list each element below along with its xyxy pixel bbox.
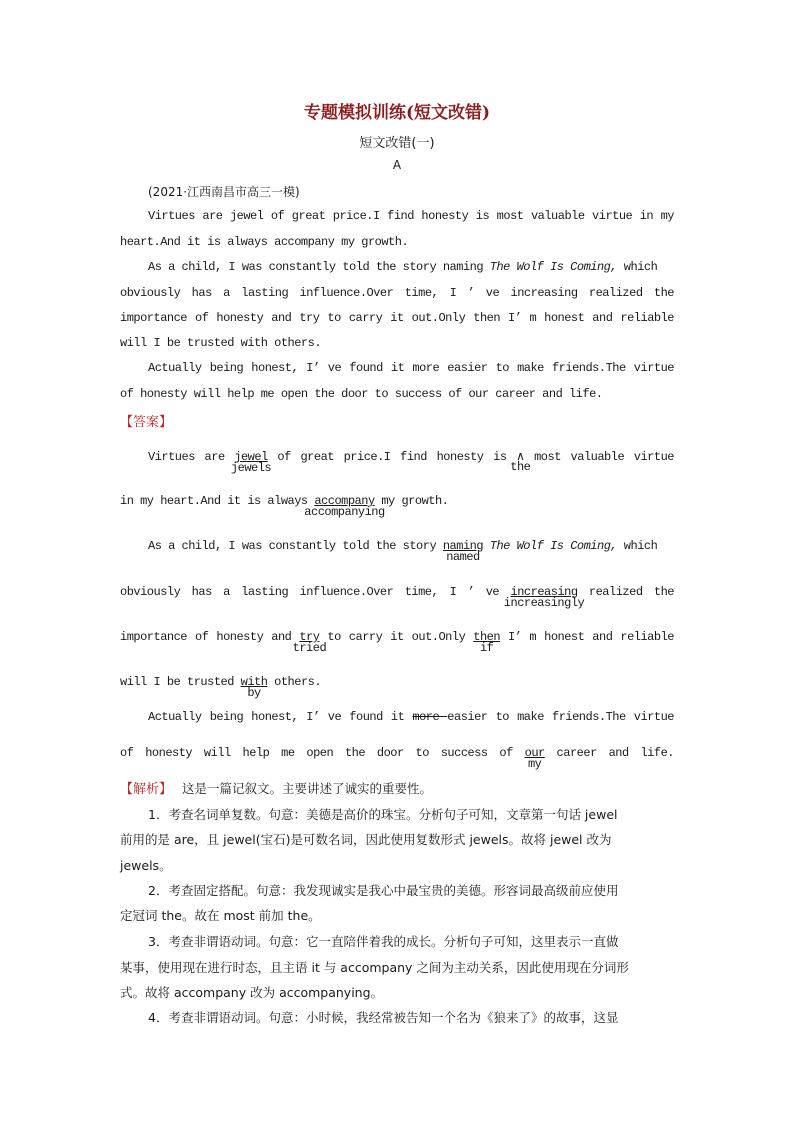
- analysis-intro: 这是一篇记叙文。主要讲述了诚实的重要性。: [182, 781, 433, 796]
- analysis-line: 前用的是 are，且 jewel(宝石)是可数名词，因此使用复数形式 jewels。故将 jewel 改为: [120, 832, 612, 847]
- caret-icon: ∧: [516, 449, 525, 463]
- passage-line: [148, 260, 674, 274]
- original-word: increasing: [510, 585, 578, 599]
- corrected-word: named: [446, 550, 480, 564]
- answer-label: 【答案】: [120, 415, 173, 430]
- corrected-word: if: [479, 641, 494, 655]
- analysis-line: 2．考查固定搭配。句意：我发现诚实是我心中最宝贵的美德。形容词最高级前应使用: [148, 883, 619, 898]
- answer-text: Actually being honest, I’ ve found it: [148, 710, 413, 724]
- original-word: try: [299, 630, 320, 644]
- passage-line: importance of honesty and try to carry it out.Only then I’ m honest and reliable: [120, 311, 674, 325]
- answer-text: importance of honesty and: [120, 630, 300, 644]
- answer-line: [120, 585, 674, 610]
- answer-text: most valuable virtue: [524, 450, 674, 464]
- story-title: The Wolf Is Coming,: [483, 539, 618, 553]
- original-word: with: [240, 675, 268, 689]
- original-word: naming: [442, 539, 484, 553]
- answer-text: others.: [267, 675, 322, 689]
- story-title: The Wolf Is Coming,: [489, 260, 618, 274]
- correction: [524, 746, 545, 771]
- passage-line: of honesty will help me open the door to success of our career and life.: [120, 387, 603, 401]
- analysis-line: 某事，使用现在进行时态，且主语 it 与 accompany 之间为主动关系，因此使用现在分词形: [120, 960, 629, 975]
- section-label: A: [392, 158, 402, 172]
- answer-text: As a child, I was constantly told the story: [148, 539, 443, 553]
- analysis-line: jewels。: [120, 858, 172, 873]
- passage-line: will I be trusted with others.: [120, 336, 322, 350]
- page-subtitle: 短文改错(一): [359, 136, 435, 151]
- correction: [292, 630, 327, 655]
- analysis-label: 【解析】: [120, 782, 173, 797]
- analysis-line: 1．考查名词单复数。句意：美德是高价的珠宝。分析句子可知，文章第一句话 jewel: [148, 807, 618, 822]
- answer-line: [120, 746, 674, 771]
- answer-text: realized the: [577, 585, 674, 599]
- corrected-word: accompanying: [304, 505, 385, 519]
- original-word: jewel: [234, 450, 268, 464]
- answer-line: [148, 449, 674, 475]
- answer-text: which: [617, 539, 658, 553]
- correction: [503, 585, 585, 610]
- passage-text: which: [617, 260, 658, 274]
- insertion-mark: [510, 449, 531, 474]
- source-note: (2021·江西南昌市高三一模): [148, 185, 300, 199]
- analysis-line: 式。故将 accompany 改为 accompanying。: [120, 985, 384, 1000]
- answer-line: [120, 675, 674, 700]
- answer-text: of honesty will help me open the door to success of: [120, 746, 525, 760]
- answer-text: my growth.: [374, 494, 449, 508]
- answer-text: Virtues are: [148, 450, 235, 464]
- passage-line: Actually being honest, I’ ve found it more easier to make friends.The virtue: [148, 361, 674, 375]
- corrected-word: by: [247, 686, 261, 700]
- analysis-line: 3．考查非谓语动词。句意：它一直陪伴着我的成长。分析句子可知，这里表示一直做: [148, 934, 619, 949]
- corrected-word: tried: [292, 641, 327, 655]
- deleted-word: more: [412, 710, 448, 724]
- corrected-word: jewels: [230, 461, 272, 475]
- analysis-intro-line: [120, 778, 674, 797]
- passage-line: obviously has a lasting influence.Over time, I ’ ve increasing realized the: [120, 286, 674, 300]
- correction: [304, 494, 385, 519]
- answer-text: obviously has a lasting influence.Over time, I ’ ve: [120, 585, 511, 599]
- answer-line: [148, 539, 674, 564]
- original-word: then: [473, 630, 501, 644]
- answer-text: easier to make friends.The virtue: [447, 710, 674, 724]
- passage-text: As a child, I was constantly told the story naming: [148, 260, 490, 274]
- answer-line: [120, 630, 674, 655]
- answer-text: of great price.I find honesty is: [267, 450, 517, 464]
- inserted-word: the: [510, 460, 531, 474]
- corrected-word: increasingly: [503, 596, 585, 610]
- corrected-word: my: [527, 757, 542, 771]
- answer-text: in my heart.And it is always: [120, 494, 315, 508]
- correction: [240, 675, 268, 700]
- answer-text: will I be trusted: [120, 675, 241, 689]
- original-word: our: [524, 746, 545, 760]
- original-word: accompany: [314, 494, 375, 508]
- analysis-line: 4．考查非谓语动词。句意：小时候，我经常被告知一个名为《狼来了》的故事，这显: [148, 1010, 619, 1025]
- analysis-line: 定冠词 the。故在 most 前加 the。: [120, 908, 321, 923]
- passage-line: heart.And it is always accompany my growth.: [120, 235, 409, 249]
- correction: [473, 630, 501, 655]
- correction: [442, 539, 484, 564]
- passage-line: Virtues are jewel of great price.I find honesty is most valuable virtue in my: [148, 209, 674, 223]
- answer-line: [120, 494, 674, 519]
- answer-text: career and life.: [544, 746, 674, 760]
- answer-line: [148, 710, 674, 724]
- correction: [230, 450, 272, 475]
- page-title: 专题模拟训练(短文改错): [303, 103, 491, 123]
- answer-text: I’ m honest and reliable: [500, 630, 674, 644]
- answer-text: to carry it out.Only: [319, 630, 474, 644]
